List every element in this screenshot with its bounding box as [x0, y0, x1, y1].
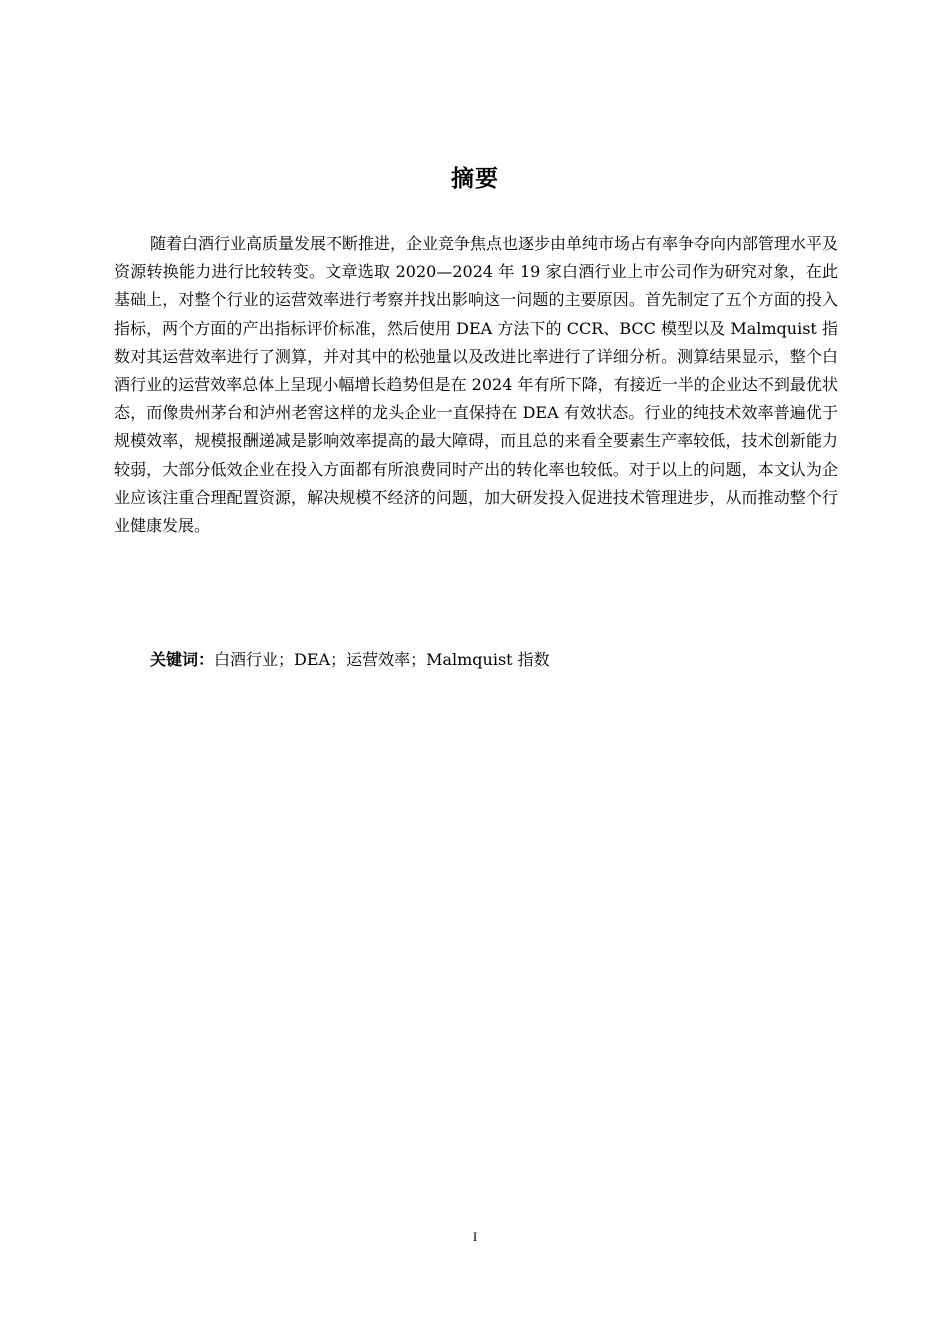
- page-title: 摘要: [451, 166, 499, 192]
- keywords-line: [150, 646, 840, 674]
- keywords-text: 白酒行业；DEA；运营效率；Malmquist 指数: [214, 650, 550, 669]
- page-number: I: [472, 1229, 478, 1244]
- keywords-label: 关键词：: [150, 650, 215, 669]
- abstract-paragraph: 随着白酒行业高质量发展不断推进，企业竞争焦点也逐步由单纯市场占有率争夺向内部管理水平及资源转换能力进行比较转变。文章选取 2020—2024 年 19 家白酒行业上市公司作为研究对象，在此基础上，对整个行业的运营效率进行考察并找出影响这一问题的主要原因。首先制定了五个方面的投入指标，两个方面的产出指标评价标准，然后使用 DEA 方法下的 CCR、BCC 模型以及 Malmquist 指数对其运营效率进行了测算，并对其中的松弛量以及改进比率进行了详细分析。测算结果显示，整个白酒行业的运营效率总体上呈现小幅增长趋势但是在 2024 年有所下降，有接近一半的企业达不到最优状态，而像贵州茅台和泸州老窖这样的龙头企业一直保持在 DEA 有效状态。行业的纯技术效率普遍优于规模效率，规模报酬递减是影响效率提高的最大障碍，而且总的来看全要素生产率较低，技术创新能力较弱，大部分低效企业在投入方面都有所浪费同时产出的转化率也较低。对于以上的问题，本文认为企业应该注重合理配置资源，解决规模不经济的问题，加大研发投入促进技术管理进步，从而推动整个行业健康发展。: [114, 234, 839, 536]
